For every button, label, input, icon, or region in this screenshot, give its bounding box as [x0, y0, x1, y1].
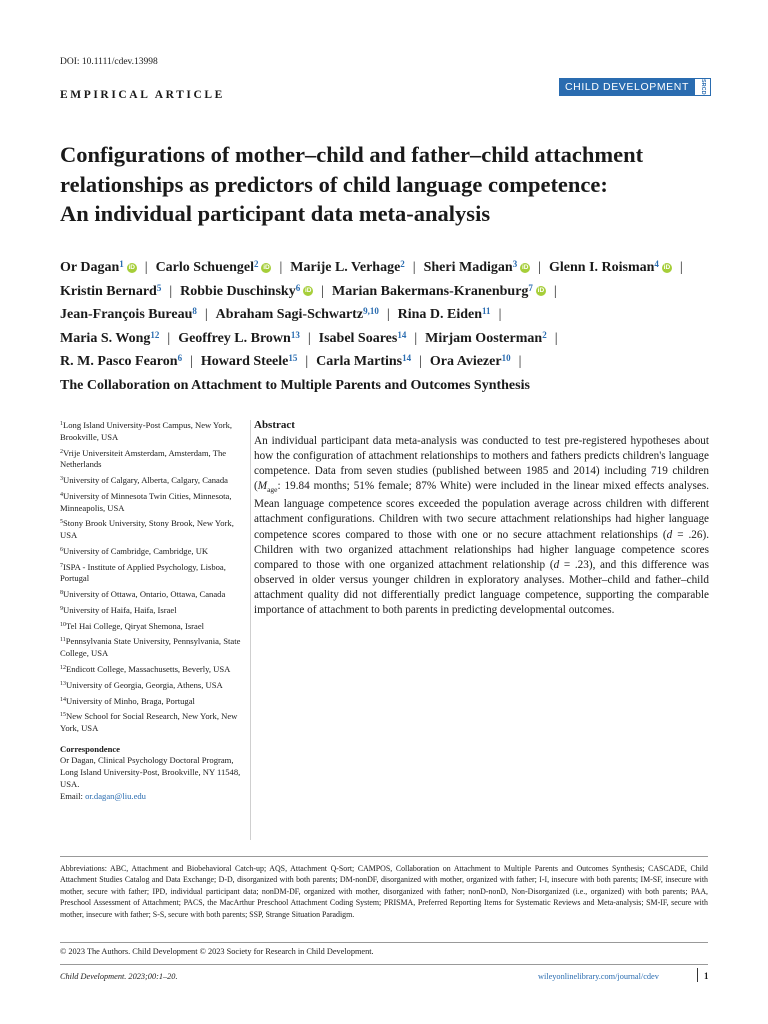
affiliation-number: 15	[60, 712, 66, 719]
abbreviations: Abbreviations: ABC, Attachment and Biobehavioral Catch-up; AQS, Attachment Q-Sort; CAMPOS, Collaboration on Attachment to Multiple Parents and Outcomes Synthesis; CASCADE, Child Attachment Studies Catalog and Data Exchange; D-D, disorganized with both parents; DM-nonDF, disorganized with mother, organized with father; I-I, insecure with both parents; IM-SF, insecure with mother, secure with father; IPD, individual participant data; nonDM-DF, organized with mother, disorganized with father; nonD-nonD, Non-Disorganized (i.e., organized) with both parents; PAA, Preschool Assessment of Attachment; PACS, the MacArthur Preschool Attachment Coding System; PRISMA, Preferred Reporting Items for Systematic Reviews and Meta-analysis; SM-IF, secure with mother, insecure with father; S-S, secure with both parents; SSP, Strange Situation Paradigm.	[60, 864, 708, 919]
author-separator: |	[279, 260, 283, 275]
affiliation	[60, 621, 244, 633]
author-separator: |	[305, 354, 309, 370]
author-list	[60, 256, 720, 398]
affiliation-number: 12	[60, 664, 66, 671]
affiliation-text: University of Ottawa, Ontario, Ottawa, Canada	[63, 589, 226, 600]
author[interactable]: Mirjam Oosterman	[425, 330, 543, 346]
affiliation-number: 7	[60, 562, 63, 569]
abstract-part: : 19.84 months; 51% female; 87% White) were included in the linear mixed effects analyses. Mean language competence scores exceeded the population average across children with different attachment configurations. Children with two secure attachment relationships had higher language competence scores compared to those with one or no secure attachment relationships (	[254, 480, 709, 541]
affiliation-number: 13	[60, 680, 66, 687]
author[interactable]: Marije L. Verhage	[290, 260, 401, 275]
affiliation-ref[interactable]: 2	[253, 259, 259, 269]
affiliation	[60, 546, 244, 558]
affiliation	[60, 448, 244, 471]
author[interactable]: Ora Aviezer	[429, 354, 502, 370]
affiliation-number: 2	[60, 448, 63, 455]
author[interactable]: Isabel Soares	[318, 330, 398, 346]
orcid-icon[interactable]: iD	[263, 263, 270, 271]
affiliation	[60, 664, 244, 676]
author-separator: |	[498, 307, 502, 323]
author-separator: |	[204, 307, 208, 323]
affiliation-text: Tel Hai College, Qiryat Shemona, Israel	[66, 620, 205, 631]
author[interactable]: Geoffrey L. Brown	[178, 330, 291, 346]
affiliation-text: University of Haifa, Haifa, Israel	[63, 604, 177, 615]
abstract-italic: d	[666, 528, 673, 541]
affiliation-ref[interactable]: 13	[290, 329, 300, 340]
affiliation-number: 14	[60, 696, 66, 703]
affiliation-ref[interactable]: 6	[177, 353, 183, 364]
affiliation	[60, 680, 244, 692]
author-separator: |	[190, 354, 193, 370]
section-label: EMPIRICAL ARTICLE	[60, 89, 225, 101]
affiliation	[60, 711, 244, 734]
article-title	[60, 140, 720, 229]
journal-badge	[559, 78, 707, 96]
correspondence-heading: Correspondence	[60, 743, 120, 754]
affiliation-text: Stony Brook University, Stony Brook, New York, USA	[60, 518, 234, 540]
author-separator: |	[167, 330, 171, 346]
author[interactable]: R. M. Pasco Fearon	[60, 354, 178, 370]
affiliation-text: Vrije Universiteit Amsterdam, Amsterdam, The Netherlands	[60, 447, 227, 470]
affiliation-number: 10	[60, 621, 66, 628]
affiliation-ref[interactable]: 7	[528, 282, 533, 293]
author[interactable]: Kristin Bernard	[60, 283, 157, 299]
affiliation-ref[interactable]: 5	[156, 282, 162, 293]
orcid-icon[interactable]: iD	[537, 287, 545, 295]
author[interactable]: Carla Martins	[316, 354, 403, 370]
affiliation-text: University of Georgia, Georgia, Athens, USA	[66, 679, 223, 690]
author[interactable]: The Collaboration on Attachment to Multiple Parents and Outcomes Synthesis	[60, 377, 530, 393]
author[interactable]: Abraham Sagi-Schwartz	[215, 307, 364, 323]
author[interactable]: Sheri Madigan	[423, 260, 513, 275]
affiliation-number: 8	[60, 590, 63, 597]
author-separator: |	[419, 354, 422, 370]
affiliation	[60, 562, 244, 585]
title-line: Configurations of mother–child and father–child attachment	[60, 142, 644, 167]
title-line: relationships as predictors of child language competence:	[60, 171, 608, 197]
author-separator: |	[538, 260, 541, 275]
affiliation-number: 1	[60, 421, 63, 427]
rule	[60, 856, 708, 857]
author[interactable]: Or Dagan	[60, 260, 120, 275]
affiliation	[60, 475, 244, 487]
abstract-text	[254, 434, 709, 618]
affiliation	[60, 420, 244, 443]
affiliation-ref[interactable]: 4	[654, 259, 659, 269]
author[interactable]: Carlo Schuengel	[155, 260, 254, 275]
affiliation-text: Pennsylvania State University, Pennsylvania, State College, USA	[60, 636, 241, 659]
rule	[60, 964, 708, 965]
affiliation-ref[interactable]: 10	[501, 353, 511, 364]
affiliation	[60, 636, 244, 659]
abstract-subscript: age	[267, 485, 278, 495]
affiliation-text: University of Cambridge, Cambridge, UK	[63, 545, 209, 556]
affiliation-number: 4	[60, 491, 63, 498]
affiliations	[60, 420, 244, 802]
author-separator: |	[144, 260, 148, 275]
affiliation-text: University of Minnesota Twin Cities, Minnesota, Minneapolis, USA	[60, 490, 232, 513]
affiliation-text: Endicott College, Massachusetts, Beverly, USA	[66, 663, 231, 674]
abstract-part: = .26). Children with two organized attachment relationships had higher language competence scores compared to those with one organized attachment relationship (	[254, 528, 709, 571]
email-link[interactable]: or.dagan@liu.edu	[85, 790, 146, 801]
author-separator: |	[679, 260, 683, 275]
affiliation-number: 6	[60, 546, 63, 553]
email-label: Email:	[60, 790, 83, 801]
affiliation-text: University of Minho, Braga, Portugal	[66, 695, 195, 706]
affiliation-ref[interactable]: 3	[512, 259, 518, 269]
author-separator: |	[414, 330, 418, 346]
affiliation	[60, 518, 244, 541]
abstract-part: = .23), and this difference was observed in older versus younger children in exploratory analyses. Mother–child and father–child attachment quality did not differentially predict language competence, supporting the comparable importance of attachment to both parents in predicting developmental outcomes.	[254, 558, 709, 616]
author-separator: |	[553, 283, 557, 299]
affiliation-text: Long Island University-Post Campus, New York, Brookville, USA	[60, 420, 233, 442]
abstract-italic: d	[553, 558, 560, 571]
orcid-icon[interactable]: iD	[128, 263, 135, 271]
author[interactable]: Howard Steele	[200, 354, 289, 370]
affiliation-ref[interactable]: 2	[542, 329, 547, 340]
orcid-icon[interactable]: iD	[663, 263, 671, 271]
author[interactable]: Maria S. Wong	[60, 330, 151, 346]
citation: Child Development. 2023;00:1–20.	[60, 972, 178, 981]
affiliation-ref[interactable]: 15	[288, 353, 298, 364]
author[interactable]: Robbie Duschinsky	[180, 283, 296, 299]
affiliation-ref[interactable]: 8	[192, 306, 197, 317]
abstract-heading: Abstract	[254, 419, 295, 431]
affiliation-text: University of Calgary, Alberta, Calgary, Canada	[63, 475, 228, 485]
author-separator: |	[554, 330, 558, 346]
affiliation-number: 9	[60, 605, 63, 612]
affiliation-ref[interactable]: 9,10	[363, 306, 379, 317]
affiliation-ref[interactable]: 2	[400, 259, 405, 269]
abstract-italic: M	[257, 480, 268, 493]
author-separator: |	[412, 260, 416, 275]
orcid-icon[interactable]: iD	[521, 263, 529, 271]
affiliation-ref[interactable]: 14	[397, 329, 407, 340]
affiliation-number: 5	[60, 519, 63, 526]
journal-name: CHILD DEVELOPMENT	[559, 78, 695, 96]
affiliation-ref[interactable]: 11	[482, 306, 491, 317]
doi: DOI: 10.1111/cdev.13998	[60, 57, 158, 67]
author-separator: |	[386, 307, 390, 323]
author-separator: |	[321, 283, 325, 299]
copyright: © 2023 The Authors. Child Development © 2023 Society for Research in Child Development.	[60, 947, 374, 956]
affiliation	[60, 491, 244, 514]
author-separator: |	[518, 354, 522, 370]
author[interactable]: Glenn I. Roisman	[549, 260, 655, 275]
affiliation-text: New School for Social Research, New York, New York, USA	[60, 711, 238, 734]
author[interactable]: Rina D. Eiden	[397, 307, 483, 323]
abstract-part: An individual participant data meta-analysis was conducted to test pre-registered hypotheses about how the configuration of attachment relationships to mothers and fathers predicts children's language competence. Data from seven studies (published between 1985 and 2014) including 719 children (	[254, 435, 709, 493]
affiliation	[60, 696, 244, 708]
page-number: 1	[704, 971, 709, 981]
affiliation-ref[interactable]: 12	[150, 329, 160, 340]
correspondence-text: Or Dagan, Clinical Psychology Doctoral Program, Long Island University-Post, Brookville, NY 11548, USA.	[60, 755, 241, 789]
affiliation-ref[interactable]: 6	[295, 282, 301, 293]
page-divider	[697, 968, 698, 982]
orcid-icon[interactable]: iD	[304, 287, 312, 295]
affiliation-number: 11	[60, 637, 66, 644]
author-separator: |	[169, 283, 173, 299]
society-logo: SRCD	[695, 78, 711, 96]
affiliation-ref[interactable]: 1	[119, 259, 124, 269]
rule	[60, 942, 708, 943]
correspondence	[60, 744, 244, 803]
affiliation	[60, 605, 244, 617]
affiliation	[60, 589, 244, 601]
column-divider	[250, 420, 251, 840]
author-separator: |	[307, 330, 311, 346]
affiliation-ref[interactable]: 14	[402, 353, 412, 364]
affiliation-number: 3	[60, 476, 63, 482]
author[interactable]: Jean-François Bureau	[60, 307, 193, 323]
affiliation-text: ISPA - Institute of Applied Psychology, Lisboa, Portugal	[60, 561, 226, 584]
journal-site-link[interactable]: wileyonlinelibrary.com/journal/cdev	[538, 972, 659, 981]
title-line: An individual participant data meta-analysis	[60, 201, 491, 226]
author[interactable]: Marian Bakermans-Kranenburg	[332, 283, 529, 299]
